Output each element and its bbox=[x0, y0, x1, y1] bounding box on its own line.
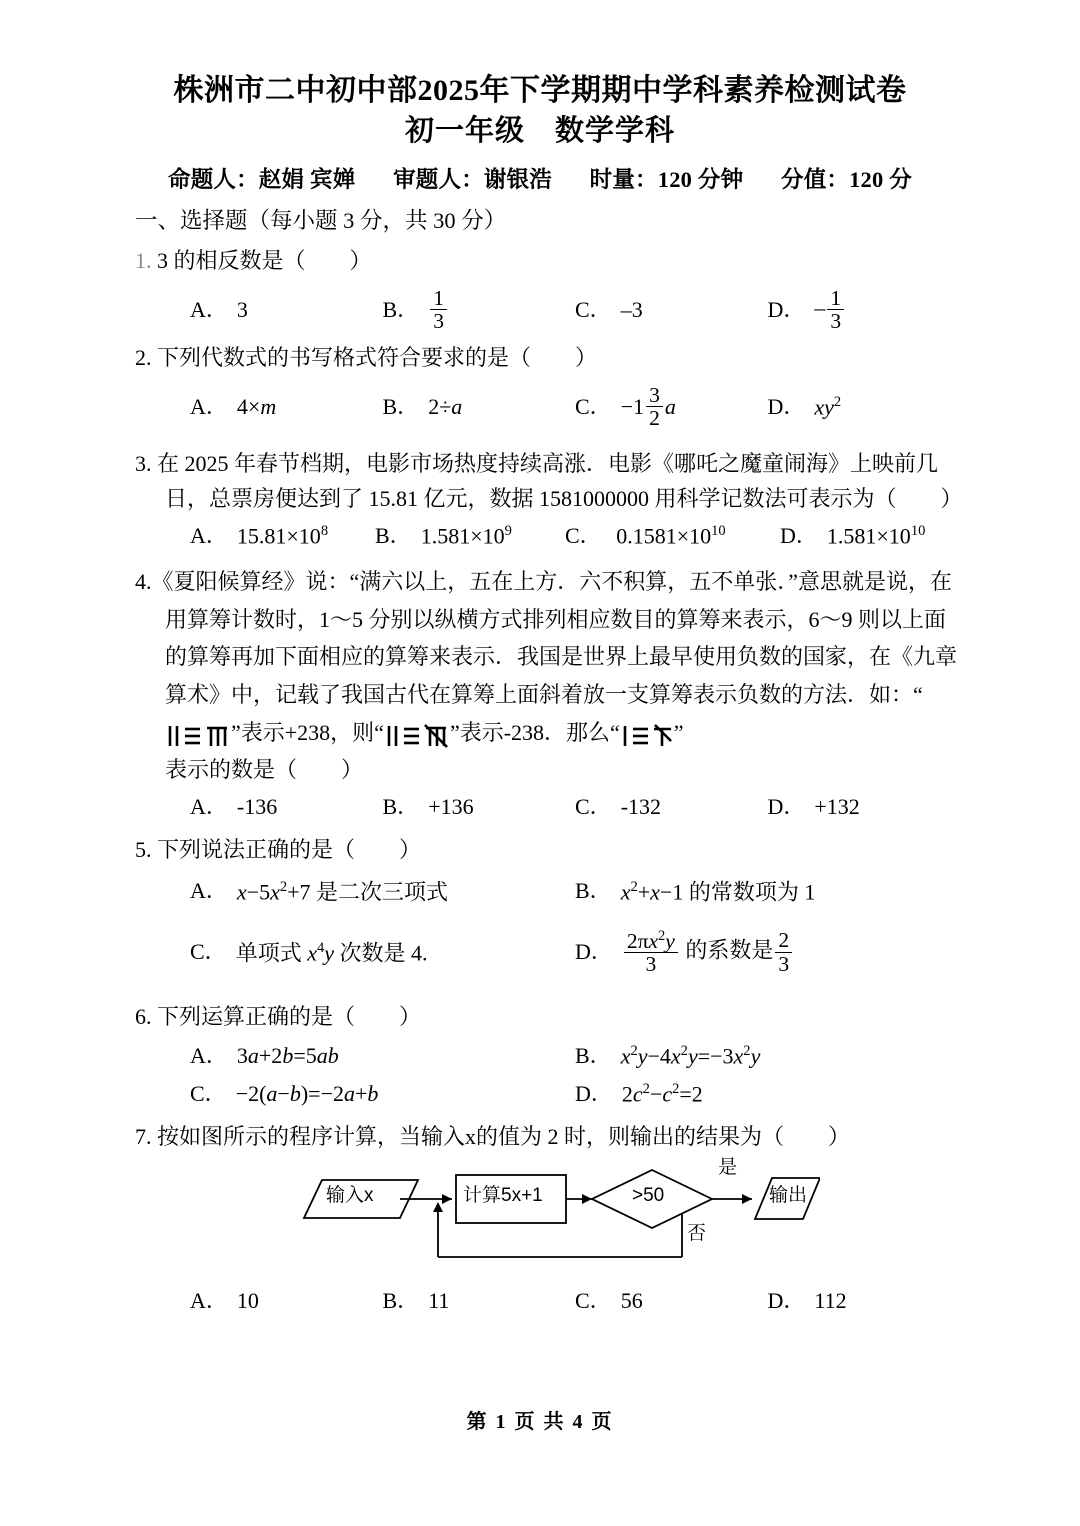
question-6-stem bbox=[135, 999, 960, 1035]
option-d-label: D． bbox=[780, 522, 818, 548]
option-d-label: D． bbox=[575, 1080, 613, 1106]
option-b-value: $1.581\times 10^9$ bbox=[420, 523, 512, 549]
option-b-value: 11 bbox=[428, 1288, 450, 1314]
flowchart-no-label: 否 bbox=[687, 1223, 707, 1245]
option-d-value: +132 bbox=[814, 793, 860, 819]
exam-body bbox=[0, 204, 1080, 1317]
page-title: 株洲市二中初中部2025年下学期期中学科素养检测试卷 bbox=[173, 74, 907, 107]
option-d[interactable] bbox=[767, 793, 961, 819]
option-c[interactable] bbox=[575, 1290, 768, 1312]
page-footer: 第 1 页 共 4 页 bbox=[466, 1411, 614, 1433]
option-a-value: 4×m bbox=[236, 393, 277, 419]
question-4-text-part1: 《夏阳候算经》说：“满六以上，五在上方．六不积算，五不单张．”意思就是说，在用算筹计数时，1～5 分别以纵横方式排列相应数目的算筹来表示，6～9 则以上面的算筹再加下面相应的算筹来表示．我国是世界上最早使用负数的国家，在《九章算术》中，记载了我国古代在算筹上面斜着放一支算筹表示负数的方法．如：“ bbox=[151, 568, 958, 708]
option-a[interactable] bbox=[190, 1042, 575, 1068]
exam-meta bbox=[0, 162, 1080, 194]
option-d-label: D． bbox=[767, 1288, 806, 1314]
option-a[interactable] bbox=[190, 880, 575, 903]
question-4-text-mid3: ” bbox=[673, 720, 684, 746]
question-5-options-row1 bbox=[140, 871, 960, 911]
option-a-label: A． bbox=[190, 1288, 228, 1314]
option-c-value: $0.1581\times 10^{10}$ bbox=[610, 523, 726, 549]
page-subtitle: 初一年级 数学学科 bbox=[404, 114, 675, 147]
option-b-label: B． bbox=[382, 296, 420, 322]
option-a-value: 3 bbox=[236, 296, 248, 322]
section-1-heading: 一、选择题（每小题 3 分，共 30 分） bbox=[135, 207, 507, 233]
option-b[interactable] bbox=[575, 1044, 960, 1067]
option-d[interactable] bbox=[768, 287, 961, 332]
option-d-value: 112 bbox=[814, 1288, 847, 1314]
option-a-label: A． bbox=[190, 393, 228, 419]
option-a[interactable] bbox=[190, 1290, 383, 1312]
option-b-value: $x^2+x-1$ 的常数项为 1 bbox=[620, 878, 816, 904]
question-2-stem bbox=[135, 340, 960, 376]
option-c-label: C． bbox=[190, 1080, 227, 1106]
option-c[interactable] bbox=[575, 793, 768, 819]
option-d-label: D． bbox=[575, 939, 613, 965]
option-b[interactable] bbox=[575, 880, 960, 903]
question-1-stem bbox=[135, 243, 960, 279]
question-7-number: 7. bbox=[135, 1123, 152, 1149]
reviewer-label: 审题人：谢银浩 bbox=[393, 166, 552, 192]
option-c[interactable] bbox=[190, 1080, 575, 1106]
question-5-text: 下列说法正确的是（ ） bbox=[157, 836, 422, 862]
question-7 bbox=[135, 1119, 960, 1317]
option-a[interactable] bbox=[190, 524, 375, 547]
option-c-label: C． bbox=[575, 296, 612, 322]
option-a-label: A． bbox=[190, 1042, 228, 1068]
question-6-options-row1 bbox=[140, 1039, 960, 1073]
flowchart-decision-label: >50 bbox=[632, 1185, 665, 1207]
option-c-label: C． bbox=[565, 522, 602, 548]
question-5-number: 5. bbox=[135, 836, 152, 862]
question-3-text: 在 2025 年春节档期，电影市场热度持续高涨．电影《哪吒之魔童闹海》上映前几日，总票房便达到了 15.81 亿元，数据 1581000000 用科学记数法可表示为（ ） bbox=[157, 450, 963, 512]
option-c[interactable] bbox=[575, 296, 768, 322]
option-b-value: $x^2y-4x^2y=-3x^2y$ bbox=[620, 1043, 761, 1069]
option-d-label: D． bbox=[767, 296, 806, 322]
option-b[interactable] bbox=[382, 393, 576, 419]
rod-numeral-238-negative bbox=[384, 724, 450, 745]
question-7-stem bbox=[135, 1119, 960, 1155]
question-2-text: 下列代数式的书写格式符合要求的是（ ） bbox=[157, 344, 598, 370]
question-4-text-mid1: ”表示+238，则“ bbox=[231, 720, 384, 746]
question-7-text: 按如图所示的程序计算，当输入x的值为 2 时，则输出的结果为（ ） bbox=[157, 1123, 851, 1149]
option-a[interactable] bbox=[190, 793, 383, 819]
option-b-label: B． bbox=[575, 1042, 612, 1068]
option-a-label: A． bbox=[190, 793, 228, 819]
option-b-label: B． bbox=[382, 793, 420, 819]
option-a[interactable] bbox=[190, 393, 383, 419]
option-d-value: $1.581\times 10^{10}$ bbox=[826, 523, 926, 549]
option-b[interactable] bbox=[382, 793, 576, 819]
question-1 bbox=[135, 243, 960, 337]
flowchart-process-label: 计算5x+1 bbox=[463, 1185, 543, 1207]
question-3-stem bbox=[135, 446, 963, 517]
question-2 bbox=[135, 340, 960, 434]
option-d[interactable] bbox=[575, 929, 960, 976]
question-2-number: 2. bbox=[135, 344, 152, 370]
question-3-options bbox=[140, 521, 960, 551]
question-3 bbox=[135, 446, 963, 551]
question-4-text-mid2: ”表示‐238．那么“ bbox=[449, 720, 620, 746]
option-d-value: $\frac{2\pi x^2y}{3}$ 的系数是 $\frac{2}{3}$ bbox=[622, 929, 794, 976]
flowchart-output-label: 输出 bbox=[769, 1185, 808, 1207]
question-4-number: 4. bbox=[135, 568, 152, 594]
option-c-value: 单项式 $x^4y$ 次数是 4. bbox=[235, 939, 428, 965]
option-a[interactable] bbox=[190, 296, 383, 322]
option-d-label: D． bbox=[767, 393, 806, 419]
option-d-label: D． bbox=[767, 793, 806, 819]
option-c-value: ‐132 bbox=[620, 793, 662, 819]
option-c-value: 56 bbox=[620, 1288, 643, 1314]
question-6 bbox=[135, 999, 960, 1111]
question-4-stem bbox=[135, 563, 960, 752]
option-c-label: C． bbox=[575, 793, 612, 819]
question-5-stem bbox=[135, 832, 960, 868]
question-7-options bbox=[140, 1286, 960, 1316]
question-4-options bbox=[140, 792, 960, 822]
option-c[interactable] bbox=[190, 941, 575, 964]
flowchart-input-label: 输入x bbox=[326, 1185, 374, 1207]
option-d-value: $2c^2-c^2=2$ bbox=[621, 1081, 703, 1107]
flowchart-diagram bbox=[300, 1157, 960, 1274]
option-a-value: 10 bbox=[236, 1288, 259, 1314]
option-a-label: A． bbox=[190, 296, 228, 322]
option-b-label: B． bbox=[382, 393, 420, 419]
question-5-options-row2 bbox=[140, 925, 960, 979]
total-score-label: 分值：120 分 bbox=[781, 166, 912, 192]
duration-label: 时量：120 分钟 bbox=[589, 166, 744, 192]
rod-numeral-unknown bbox=[620, 724, 674, 745]
option-c-value: –3 bbox=[620, 296, 643, 322]
exam-header bbox=[0, 72, 1080, 152]
question-1-text: 3 的相反数是（ ） bbox=[157, 248, 372, 274]
question-3-number: 3. bbox=[135, 450, 152, 476]
option-a-value: $x-5x^2+7$ 是二次三项式 bbox=[236, 878, 449, 904]
question-4-stem-cont: 表示的数是（ ） bbox=[165, 756, 364, 782]
question-5 bbox=[135, 832, 960, 980]
option-a-label: A． bbox=[190, 878, 228, 904]
option-c-value: −1 $\frac{3}{2}$ a bbox=[620, 382, 676, 431]
option-a-value: $15.81\times 10^8$ bbox=[236, 523, 329, 549]
option-b-label: B． bbox=[575, 878, 612, 904]
option-d[interactable] bbox=[780, 524, 925, 547]
question-2-options bbox=[140, 380, 960, 434]
question-4 bbox=[135, 563, 960, 822]
option-d[interactable] bbox=[575, 1082, 960, 1105]
option-b-value: $\frac{1}{3}$ bbox=[430, 287, 447, 332]
option-b[interactable] bbox=[383, 287, 576, 332]
option-d[interactable] bbox=[768, 395, 961, 418]
option-b-value: +136 bbox=[428, 793, 474, 819]
option-d-value: $xy^2$ bbox=[814, 393, 842, 420]
option-a-label: A． bbox=[190, 522, 228, 548]
option-c-value: −2(a−b)=−2a+b bbox=[235, 1080, 379, 1106]
option-c[interactable] bbox=[575, 384, 768, 429]
flowchart-yes-label: 是 bbox=[718, 1157, 738, 1179]
option-b[interactable] bbox=[383, 1290, 576, 1312]
option-d-value: – $\frac{1}{3}$ bbox=[814, 287, 846, 332]
setter-label: 命题人：赵娟 宾婵 bbox=[168, 166, 356, 192]
option-c-label: C． bbox=[575, 393, 612, 419]
option-a-value: ‐136 bbox=[236, 793, 278, 819]
option-b[interactable] bbox=[375, 524, 565, 547]
option-d[interactable] bbox=[768, 1290, 961, 1312]
option-b-label: B． bbox=[375, 522, 412, 548]
question-6-options-row2 bbox=[140, 1077, 960, 1111]
option-c-label: C． bbox=[575, 1288, 612, 1314]
option-c[interactable] bbox=[565, 524, 780, 547]
option-a-value: 3a+2b=5ab bbox=[236, 1042, 339, 1068]
question-6-number: 6. bbox=[135, 1004, 152, 1030]
question-1-number: 1. bbox=[135, 248, 152, 274]
question-1-options bbox=[140, 283, 960, 337]
option-c-label: C． bbox=[190, 939, 227, 965]
option-b-value: 2÷a bbox=[428, 393, 463, 419]
option-b-label: B． bbox=[382, 1288, 420, 1314]
rod-numeral-238-positive bbox=[165, 724, 231, 745]
question-6-text: 下列运算正确的是（ ） bbox=[157, 1004, 422, 1030]
